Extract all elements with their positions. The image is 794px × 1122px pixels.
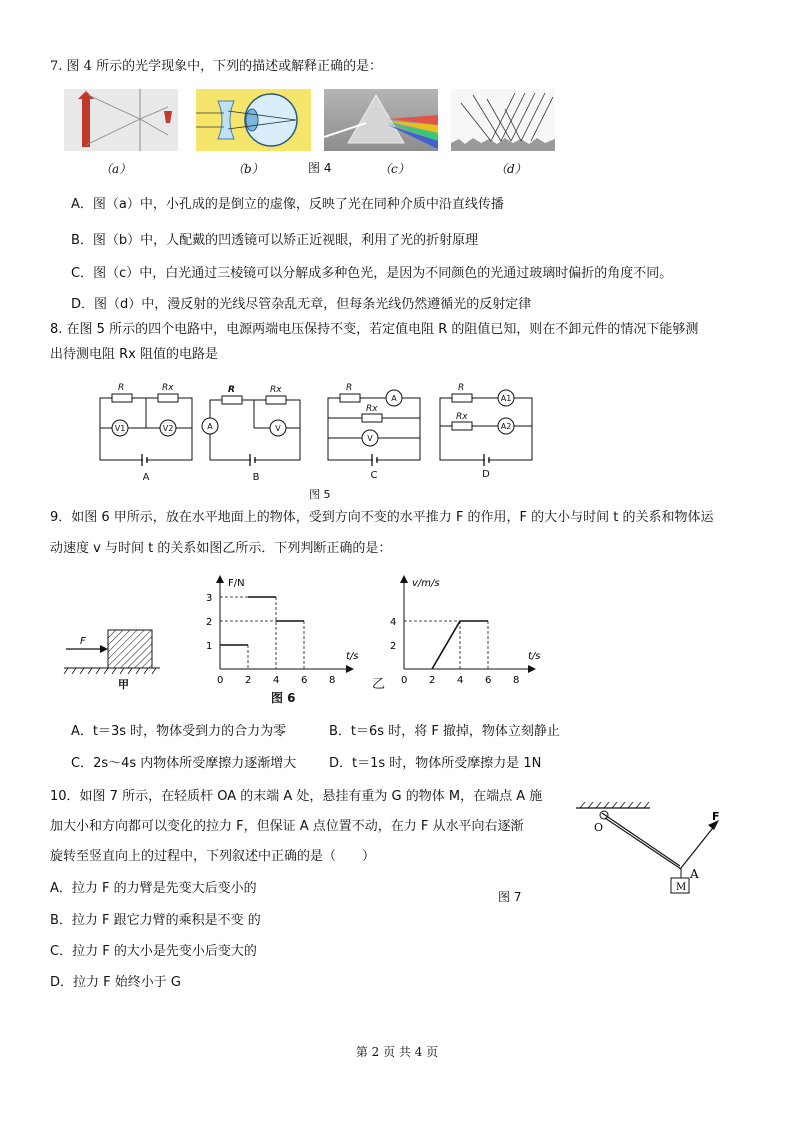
q7-option-a: A．图（a）中，小孔成的是倒立的虚像，反映了光在同种介质中沿直线传播 [71, 197, 504, 212]
q9-stem-line1: 9．如图 6 甲所示，放在水平地面上的物体，受到方向不变的水平推力 F 的作用，F 的大小与时间 t 的关系和物体运 [50, 510, 714, 525]
chart-v-t-xtick: 4 [457, 675, 464, 683]
chart-v-t-xlabel: t/s [528, 651, 541, 662]
figure-4d-diffuse-reflection [451, 89, 555, 151]
q10-stem-line3: 旋转至竖直向上的过程中，下列叙述中正确的是（ ） [50, 849, 376, 864]
figure-6-yi-label: 乙 [372, 677, 386, 692]
chart-v-t-xtick: 6 [485, 675, 492, 683]
figure-4b-eye [196, 89, 311, 151]
chart-f-t-xtick: 0 [217, 675, 224, 683]
fig7-o-label: O [594, 821, 604, 834]
figure-6-caption: 图 6 [271, 691, 296, 705]
q9-stem-line2: 动速度 v 与时间 t 的关系如图乙所示．下列判断正确的是： [50, 541, 392, 556]
circuit-d-a2: A2 [500, 422, 512, 431]
circuit-b-ammeter: A [207, 422, 213, 431]
chart-f-t-ytick: 3 [206, 593, 213, 604]
figure-5-circuits [90, 380, 560, 480]
chart-f-t-ylabel: F/N [228, 578, 245, 589]
figure-7-lever [572, 798, 732, 908]
chart-f-t [200, 575, 370, 683]
chart-f-t-xlabel: t/s [346, 651, 359, 662]
q9-option-c: C．2s～4s 内物体所受摩擦力逐渐增大 [71, 756, 297, 771]
q10-option-c: C．拉力 F 的大小是先变小后变大的 [50, 944, 257, 959]
chart-f-t-ytick: 2 [206, 617, 213, 628]
q10-option-a: A．拉力 F 的力臂是先变大后变小的 [50, 881, 257, 896]
figure-4-caption: 图 4 [308, 161, 332, 175]
q10-stem-line2: 加大小和方向都可以变化的拉力 F，但保证 A 点位置不动，在力 F 从水平向右逐渐 [50, 819, 524, 834]
circuit-a-r-label: R [118, 383, 125, 393]
figure-4c-label: （c） [379, 162, 410, 176]
chart-v-t-ytick: 4 [390, 617, 397, 628]
circuit-c-label: C [370, 470, 378, 480]
chart-v-t-ytick: 2 [390, 641, 397, 652]
chart-f-t-xtick: 4 [273, 675, 280, 683]
circuit-a-rx-label: Rx [162, 383, 174, 393]
figure-4a-pinhole [64, 89, 178, 151]
q9-option-a: A．t＝3s 时，物体受到力的合力为零 [71, 724, 287, 739]
circuit-b-r-label: R [228, 385, 235, 395]
figure-4c-prism [324, 89, 438, 151]
figure-6-jia-label: 甲 [118, 678, 129, 690]
q7-option-d: D．图（d）中，漫反射的光线尽管杂乱无章，但每条光线仍然遵循光的反射定律 [71, 297, 532, 312]
circuit-a-label: A [142, 472, 150, 480]
circuit-a-v2: V2 [162, 424, 174, 433]
circuit-d-r-label: R [458, 383, 465, 393]
circuit-b-rx-label: Rx [270, 385, 282, 395]
circuit-c-voltmeter: V [367, 434, 373, 443]
q9-option-d: D．t＝1s 时，物体所受摩擦力是 1N [329, 756, 542, 771]
figure-5-caption: 图 5 [309, 488, 331, 501]
circuit-c-rx-label: Rx [366, 404, 378, 414]
circuit-d-rx-label: Rx [456, 412, 468, 422]
figure-7-caption: 图 7 [498, 890, 522, 904]
circuit-c-r-label: R [346, 383, 353, 393]
fig7-m-label: M [676, 882, 687, 893]
chart-v-t-xtick: 0 [401, 675, 408, 683]
chart-v-t [382, 575, 552, 683]
force-f-label: F [80, 636, 86, 647]
q10-stem-line1: 10．如图 7 所示，在轻质杆 OA 的末端 A 处，悬挂有重为 G 的物体 M，在端点 A 施 [50, 789, 543, 804]
circuit-d-a1: A1 [500, 394, 512, 403]
chart-v-t-xtick: 2 [429, 675, 436, 683]
figure-6-jia-block [62, 620, 162, 690]
q10-option-b: B．拉力 F 跟它力臂的乘积是不变 的 [50, 913, 261, 928]
q9-option-b: B．t＝6s 时，将 F 撤掉，物体立刻静止 [329, 724, 560, 739]
circuit-d-label: D [482, 469, 490, 480]
chart-f-t-ytick: 1 [206, 641, 213, 652]
circuit-a-v1: V1 [114, 424, 126, 433]
circuit-b-label: B [252, 472, 260, 480]
circuit-b-voltmeter: V [275, 424, 281, 433]
circuit-c-ammeter: A [391, 394, 397, 403]
fig7-a-label: A [690, 867, 699, 881]
chart-f-t-xtick: 6 [301, 675, 308, 683]
figure-4a-label: （a） [100, 162, 132, 176]
q8-stem-line1: 8. 在图 5 所示的四个电路中，电源两端电压保持不变，若定值电阻 R 的阻值已知，则在不卸元件的情况下能够测 [50, 322, 699, 337]
figure-4d-label: （d） [495, 162, 527, 176]
chart-f-t-xtick: 2 [245, 675, 252, 683]
q7-option-b: B．图（b）中，人配戴的凹透镜可以矫正近视眼，利用了光的折射原理 [71, 233, 479, 248]
chart-v-t-xtick: 8 [513, 675, 520, 683]
q7-option-c: C．图（c）中，白光通过三棱镜可以分解成多种色光，是因为不同颜色的光通过玻璃时偏折的角度不同。 [71, 266, 673, 281]
fig7-f-label: F [712, 810, 720, 823]
q8-stem-line2: 出待测电阻 Rx 阻值的电路是 [50, 347, 218, 362]
figure-4b-label: （b） [232, 162, 264, 176]
q10-option-d: D．拉力 F 始终小于 G [50, 975, 181, 990]
chart-f-t-xtick: 8 [329, 675, 336, 683]
q7-stem: 7. 图 4 所示的光学现象中，下列的描述或解释正确的是： [50, 59, 383, 74]
chart-v-t-ylabel: v/m/s [412, 578, 440, 589]
page-footer: 第 2 页 共 4 页 [355, 1045, 439, 1059]
